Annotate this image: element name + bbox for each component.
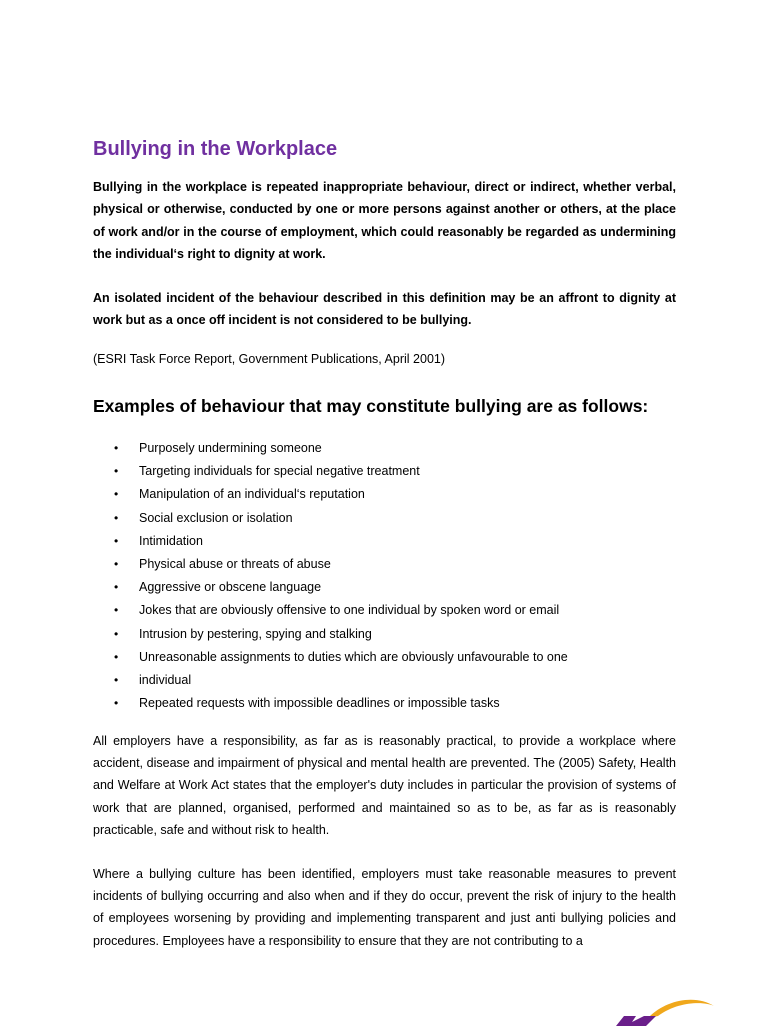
bullying-culture-paragraph: Where a bullying culture has been identified, employers must take reasonable measures to prevent incidents of bullying occurring and also when and if they do occur, prevent the risk of injury to the health of employees worsening by providing and implementing transparent and just anti bullying policies and procedures. Employees have a responsibility to ensure that they are not contributing to a [93,867,676,948]
bullet-icon: • [114,533,119,548]
list-item-text: Physical abuse or threats of abuse [139,556,331,571]
employer-responsibility-paragraph: All employers have a responsibility, as far as is reasonably practical, to provide a workplace where accident, disease and impairment of physical and mental health are prevented. The (2005) Safety, Health and Welfare at Work Act states that the employer's duty includes in particular the provision of systems of work that are planned, organised, performed and maintained so as to be, as far as is reasonably practicable, safe and without risk to health. [93,734,676,837]
list-item-text: Intrusion by pestering, spying and stalking [139,626,372,641]
list-item-text: Repeated requests with impossible deadlines or impossible tasks [139,696,500,711]
bullet-icon: • [114,487,119,502]
citation: (ESRI Task Force Report, Government Publications, April 2001) [93,352,446,366]
list-item [93,553,676,576]
definition-paragraph: Bullying in the workplace is repeated inappropriate behaviour, direct or indirect, whether verbal, physical or otherwise, conducted by one or more persons against another or others, at the place of work and/or in the course of employment, which could reasonably be regarded as undermining the individual‘s right to dignity at work. [93,180,676,261]
list-item [93,599,676,622]
list-item [93,437,676,460]
list-item-text: Social exclusion or isolation [139,510,293,525]
list-item-text: individual [139,672,192,687]
bullet-icon: • [114,441,119,455]
bullet-icon: • [114,510,119,525]
logo-letter-mark-icon [616,1016,656,1026]
list-item [93,576,676,599]
bullet-icon: • [114,603,119,618]
bullet-icon: • [114,672,119,687]
examples-heading: Examples of behaviour that may constitute bullying are as follows: [93,396,649,416]
list-item [93,483,676,506]
list-item-text: Unreasonable assignments to duties which are obviously unfavourable to one [139,649,568,664]
bullet-icon: • [114,464,119,479]
list-item [93,460,676,483]
list-item-text: Jokes that are obviously offensive to one individual by spoken word or email [139,603,560,618]
list-item [93,623,676,646]
examples-list [93,437,676,715]
bullet-icon: • [114,580,119,595]
document-title: Bullying in the Workplace [93,138,338,160]
list-item [93,692,676,715]
list-item [93,530,676,553]
logo-icon [610,996,720,1026]
isolated-incident-paragraph: An isolated incident of the behaviour described in this definition may be an affront to dignity at work but as a once off incident is not considered to be bullying. [93,291,676,328]
bullet-icon: • [114,649,119,664]
list-item [93,507,676,530]
bullet-icon: • [114,556,119,571]
list-item-text: Manipulation of an individual‘s reputation [139,487,365,502]
list-item [93,669,676,692]
list-item-text: Intimidation [139,533,203,548]
logo-swoosh-icon [648,1000,714,1018]
list-item [93,646,676,669]
list-item-text: Purposely undermining someone [139,441,322,455]
list-item-text: Aggressive or obscene language [139,580,322,595]
bullet-icon: • [114,626,119,641]
list-item-text: Targeting individuals for special negative treatment [139,464,420,479]
bullet-icon: • [114,696,119,711]
